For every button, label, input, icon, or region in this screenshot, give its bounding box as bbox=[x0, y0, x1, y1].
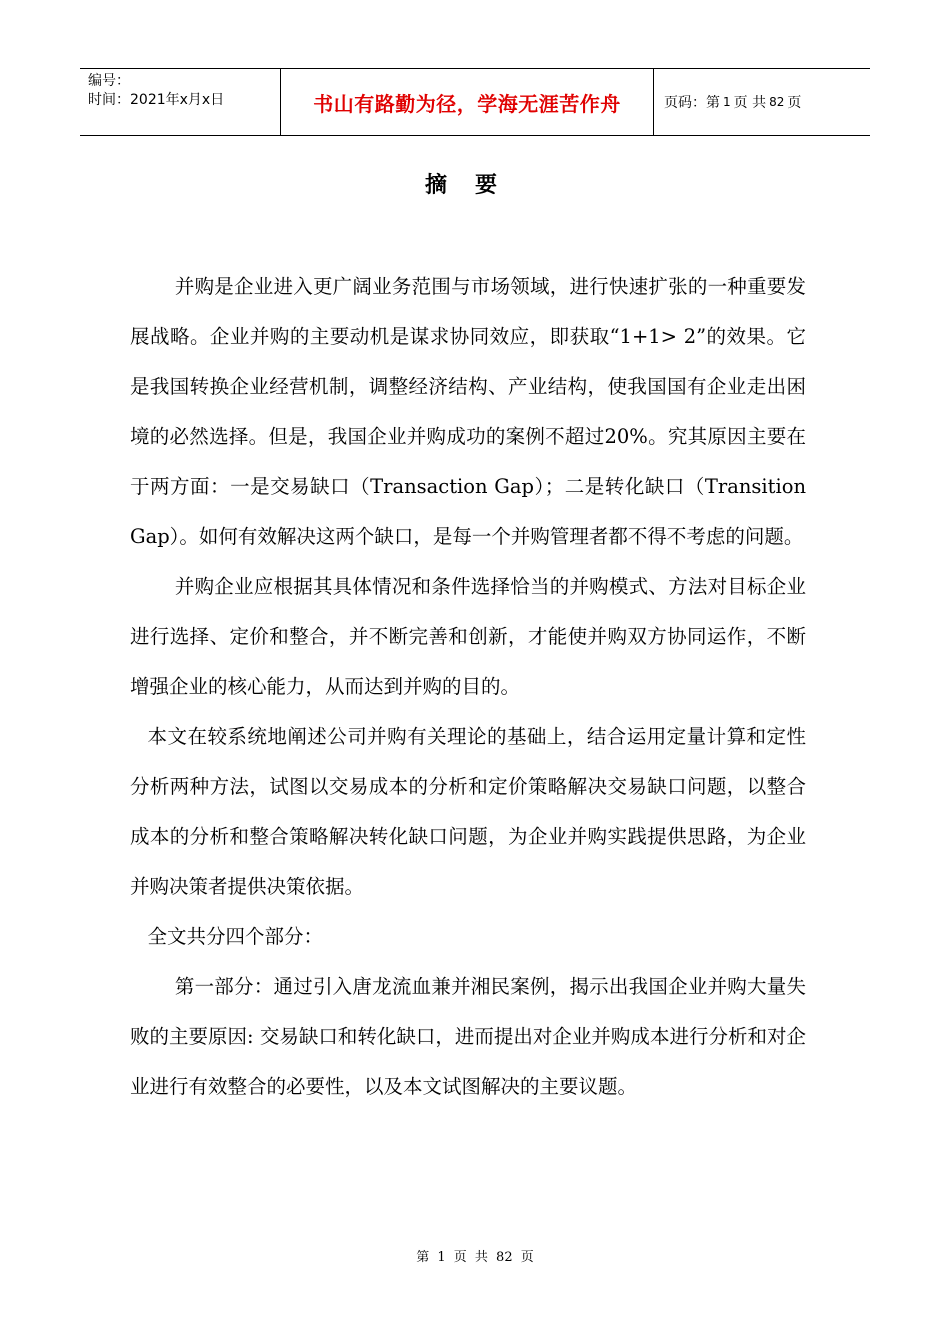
header-motto: 书山有路勤为径，学海无涯苦作舟 bbox=[281, 69, 654, 135]
page-mid: 页 共 bbox=[733, 95, 767, 111]
paragraph-2: 并购企业应根据其具体情况和条件选择恰当的并购模式、方法对目标企业进行选择、定价和整合，并不断完善和创新，才能使并购双方协同运作，不断增强企业的核心能力，从而达到并购的目的。 bbox=[130, 575, 806, 698]
header-page-info bbox=[654, 69, 870, 135]
page-footer: 第 1 页 共 82 页 bbox=[416, 1250, 534, 1265]
document-time: 时间：2021年x月x日 bbox=[88, 92, 225, 108]
page-current: 1 bbox=[723, 95, 731, 109]
page-suffix: 页 bbox=[787, 95, 802, 111]
paragraph-3: 本文在较系统地阐述公司并购有关理论的基础上，结合运用定量计算和定性分析两种方法，试图以交易成本的分析和定价策略解决交易缺口问题，以整合成本的分析和整合策略解决转化缺口问题，为企业并购实践提供思路，为企业并购决策者提供决策依据。 bbox=[130, 725, 806, 898]
page-header bbox=[80, 68, 870, 136]
page-title: 摘要 bbox=[424, 173, 525, 198]
document-number: 编号： bbox=[88, 73, 130, 89]
paragraph-1: 并购是企业进入更广阔业务范围与市场领域，进行快速扩张的一种重要发展战略。企业并购的主要动机是谋求协同效应，即获取“1+1> 2”的效果。它是我国转换企业经营机制，调整经济结构、产业结构，使我国国有企业走出困境的必然选择。但是，我国企业并购成功的案例不超过20%。究其原因主要在于两方面：一是交易缺口（Transaction Gap）；二是转化缺口（Transition Gap）。如何有效解决这两个缺口，是每一个并购管理者都不得不考虑的问题。 bbox=[130, 275, 806, 548]
page-prefix: 页码：第 bbox=[664, 95, 720, 111]
paragraph-5: 第一部分：通过引入唐龙流血兼并湘民案例，揭示出我国企业并购大量失败的主要原因: 交易缺口和转化缺口，进而提出对企业并购成本进行分析和对企业进行有效整合的必要性，以及本文试图解决的主要议题。 bbox=[130, 975, 806, 1098]
paragraph-4: 全文共分四个部分： bbox=[147, 925, 324, 948]
header-meta bbox=[80, 69, 281, 135]
page-total: 82 bbox=[769, 95, 785, 109]
abstract-body bbox=[130, 262, 806, 1112]
